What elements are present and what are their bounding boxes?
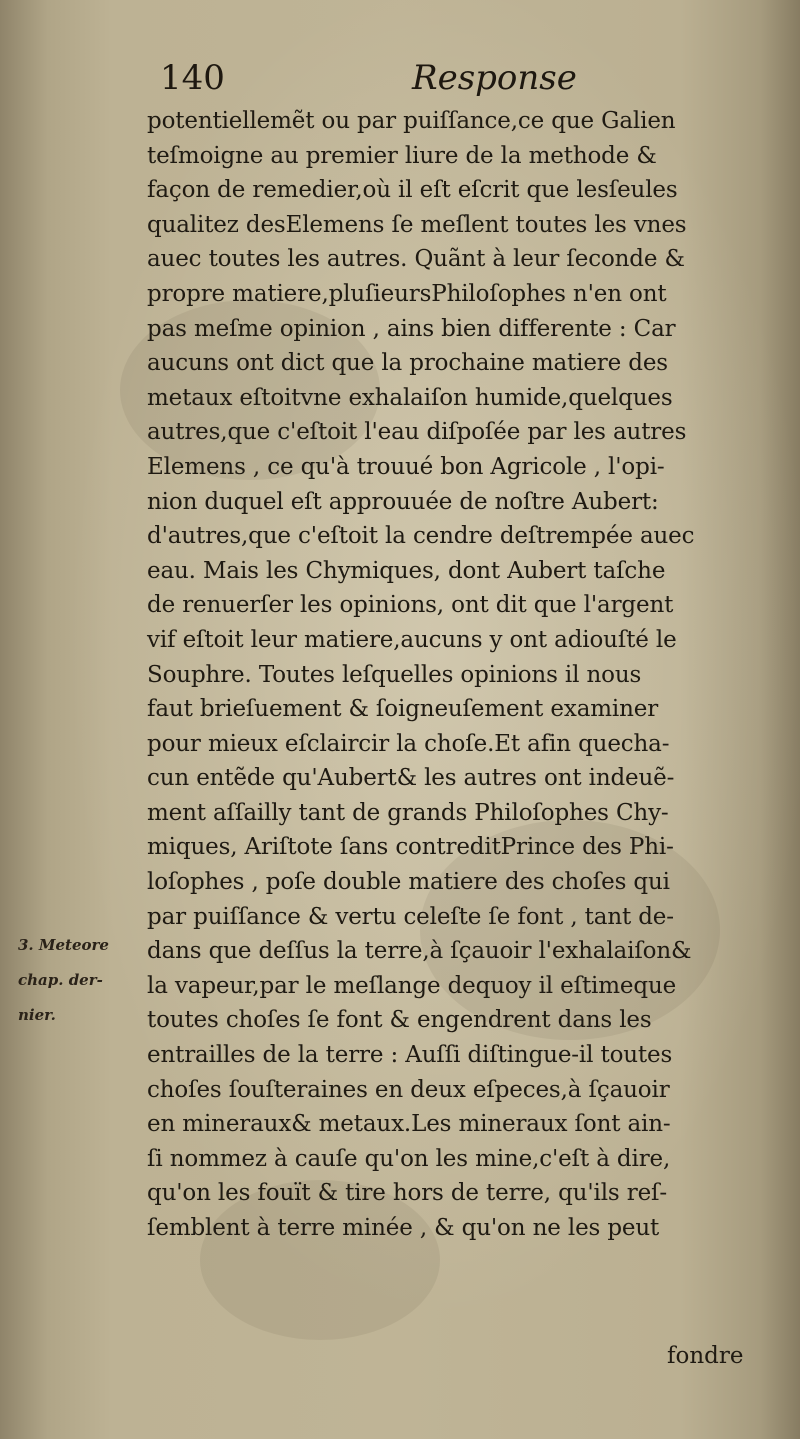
text-line: eau. Mais les Chymiques, dont Aubert taſche	[147, 557, 666, 584]
text-line: autres,que c'eſtoit l'eau diſpoſée par les autres	[147, 419, 687, 446]
text-line: nion duquel eſt approuuée de noſtre Aubert:	[147, 488, 659, 515]
running-head: Response	[412, 58, 577, 98]
text-line: en mineraux& metaux.Les mineraux ſont ain-	[147, 1111, 671, 1138]
text-line: façon de remedier,où il eſt eſcrit que lesſeules	[147, 177, 678, 204]
page-header	[160, 58, 640, 108]
text-line: Souphre. Toutes leſquelles opinions il nous	[147, 661, 642, 688]
text-line: miques, Ariſtote ſans contreditPrince des Phi-	[147, 834, 674, 861]
text-line: choſes ſouſteraines en deux eſpeces,à ſçauoir	[147, 1076, 670, 1103]
text-line: vif eſtoit leur matiere,aucuns y ont adiouſté le	[147, 626, 677, 653]
text-line: dans que deſſus la terre,à ſçauoir l'exhalaiſon&	[147, 938, 692, 965]
text-line: potentiellemẽt ou par puiſſance,ce que Galien	[147, 108, 676, 134]
text-line: Elemens , ce qu'à trouué bon Agricole , l'opi-	[147, 453, 665, 480]
margin-note	[18, 928, 148, 1033]
text-line: de renuerſer les opinions, ont dit que l'argent	[147, 592, 674, 619]
text-line: faut brieſuement & ſoigneuſement examiner	[147, 696, 659, 723]
text-line: teſmoigne au premier liure de la methode &	[147, 142, 657, 169]
text-line: metaux eſtoitvne exhalaiſon humide,quelques	[147, 384, 673, 411]
text-line: cun entẽde qu'Aubert& les autres ont indeuẽ-	[147, 765, 675, 792]
margin-note-line: nier.	[18, 1006, 56, 1024]
margin-note-line: 3. Meteore	[18, 936, 109, 954]
margin-note-line: chap. der-	[18, 971, 103, 989]
text-line: entrailles de la terre : Auſſi diſtingue-il toutes	[147, 1042, 673, 1069]
text-line: pas meſme opinion , ains bien differente : Car	[147, 315, 676, 342]
text-line: pour mieux eſclaircir la choſe.Et afin quecha-	[147, 730, 670, 757]
text-line: qu'on les fouït & tire hors de terre, qu'ils reſ-	[147, 1180, 668, 1207]
text-line: propre matiere,pluſieursPhiloſophes n'en ont	[147, 280, 667, 307]
text-line: ment aſſailly tant de grands Philoſophes Chy-	[147, 799, 669, 826]
catchword: fondre	[667, 1343, 744, 1369]
text-line: ſemblent à terre minée , & qu'on ne les peut	[147, 1215, 660, 1241]
page-number: 140	[160, 58, 225, 98]
text-line: auec toutes les autres. Quãnt à leur ſeconde &	[147, 246, 685, 273]
text-line: par puiſſance & vertu celeſte ſe font , tant de-	[147, 903, 674, 930]
text-line: ſi nommez à cauſe qu'on les mine,c'eſt à dire,	[147, 1145, 671, 1172]
text-line: qualitez desElemens ſe meſlent toutes les vnes	[147, 211, 687, 238]
text-line: la vapeur,par le meſlange dequoy il eſtimeque	[147, 972, 677, 999]
text-line: loſophes , poſe double matiere des choſes qui	[147, 869, 670, 896]
text-line: toutes choſes ſe font & engendrent dans les	[147, 1007, 652, 1034]
text-line: d'autres,que c'eſtoit la cendre deſtrempée auec	[147, 523, 695, 550]
text-line: aucuns ont dict que la prochaine matiere des	[147, 350, 668, 377]
body-text	[147, 104, 779, 1246]
